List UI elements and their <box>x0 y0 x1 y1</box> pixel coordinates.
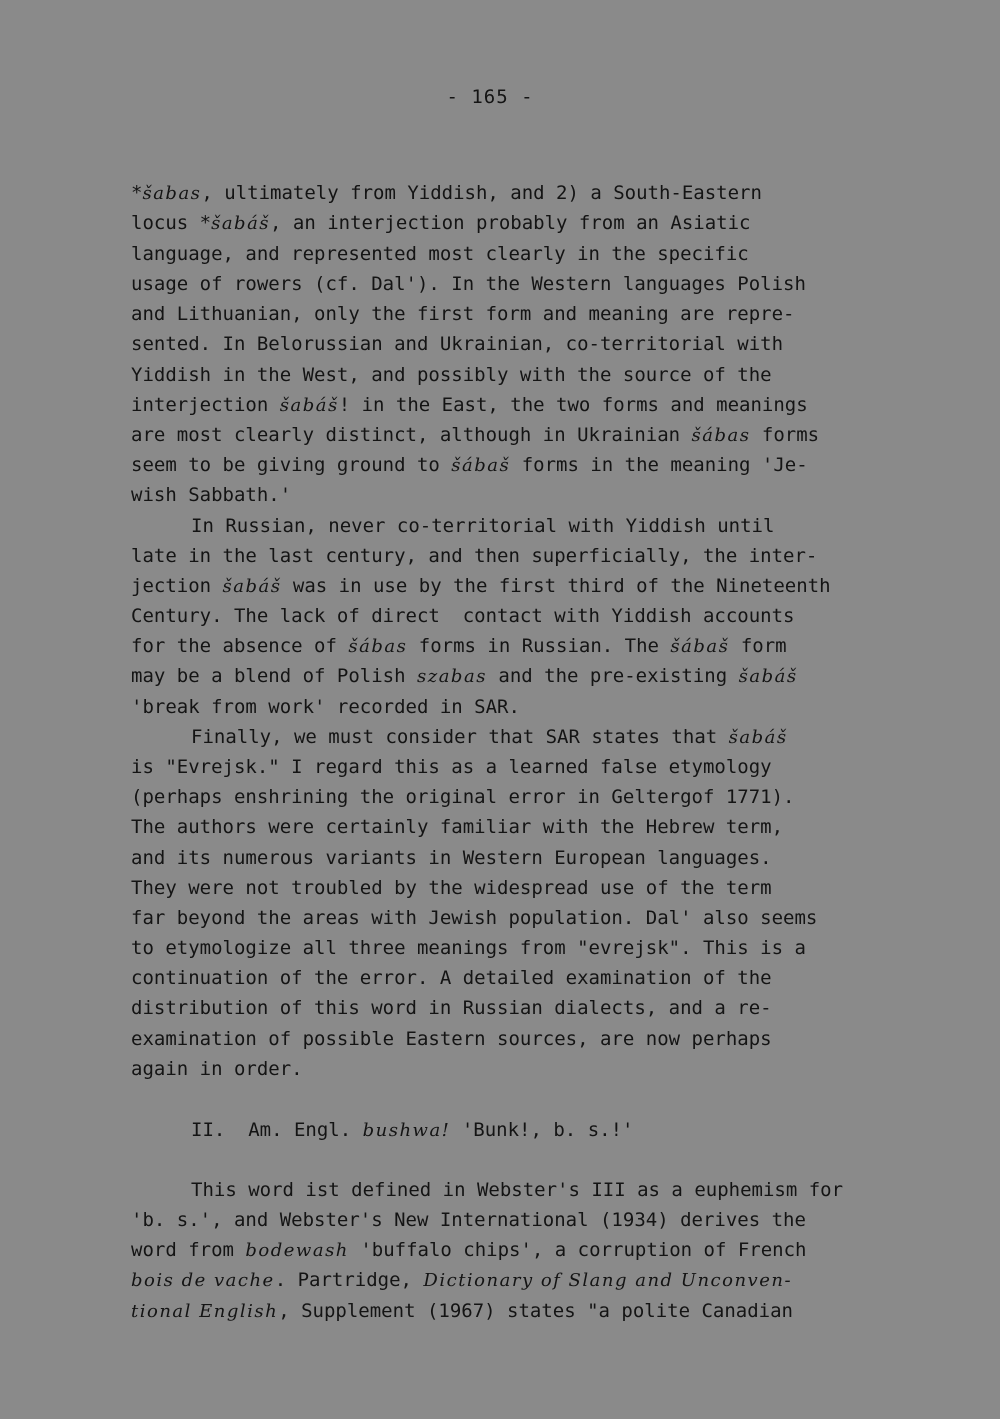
italic-term: bois de vache <box>131 1270 275 1291</box>
text-line <box>131 1299 793 1324</box>
text-line <box>131 1238 806 1263</box>
text-segment: This word ist defined in Webster's III as a euphemism for <box>191 1179 844 1201</box>
text-segment: late in the last century, and then superficially, the inter- <box>131 545 818 567</box>
text-segment: . Partridge, <box>274 1269 424 1291</box>
text-segment: ! in the East, the two forms and meanings <box>338 394 808 416</box>
text-segment: are most clearly distinct, although in Ukrainian <box>131 424 692 446</box>
text-line <box>191 725 788 750</box>
text-segment: language, and represented most clearly in the specific <box>131 243 749 265</box>
italic-term: bushwa! <box>362 1120 451 1141</box>
text-segment: , Supplement (1967) states "a polite Canadian <box>278 1300 793 1322</box>
text-line <box>191 1118 633 1143</box>
text-segment: (perhaps enshrining the original error in Geltergof 1771). <box>131 786 795 808</box>
text-segment: was in use by the first third of the Nineteenth <box>281 575 831 597</box>
text-line <box>131 664 798 689</box>
text-segment: continuation of the error. A detailed examination of the <box>131 967 772 989</box>
text-line <box>131 966 772 990</box>
text-line <box>131 453 808 478</box>
italic-term: šabas <box>142 183 202 204</box>
text-line <box>131 483 291 507</box>
text-segment: form <box>729 635 787 657</box>
text-segment: II. Am. Engl. <box>191 1119 363 1141</box>
text-line <box>131 363 772 387</box>
text-line <box>131 393 808 418</box>
italic-term: šabáš <box>222 576 282 597</box>
text-line <box>191 514 774 538</box>
text-segment: interjection <box>131 394 280 416</box>
text-segment: for the absence of <box>131 635 349 657</box>
text-line <box>131 634 787 659</box>
text-segment: word from <box>131 1239 246 1261</box>
italic-term: šábas <box>348 636 408 657</box>
text-segment: sented. In Belorussian and Ukrainian, co-territorial with <box>131 333 784 355</box>
italic-term: bodewash <box>245 1240 349 1261</box>
text-line <box>191 1178 843 1202</box>
text-line <box>131 544 817 568</box>
text-segment: 'break from work' recorded in SAR. <box>131 696 520 718</box>
text-segment: and the pre-existing <box>486 665 739 687</box>
italic-term: šábas <box>691 425 751 446</box>
text-line <box>131 906 817 930</box>
text-line <box>131 181 762 206</box>
text-line <box>131 211 750 236</box>
text-segment: Finally, we must consider that SAR states that <box>191 726 729 748</box>
italic-term: šabáš <box>738 666 798 687</box>
text-line <box>131 1268 792 1293</box>
text-segment: may be a blend of Polish <box>131 665 417 687</box>
text-segment: forms <box>750 424 820 446</box>
text-segment: Yiddish in the West, and possibly with the source of the <box>131 364 772 386</box>
text-segment: is "Evrejsk." I regard this as a learned false etymology <box>131 756 772 778</box>
text-segment: seem to be giving ground to <box>131 454 452 476</box>
text-line <box>131 332 783 356</box>
text-segment: forms in Russian. The <box>407 635 671 657</box>
text-segment: 'b. s.', and Webster's New International (1934) derives the <box>131 1209 806 1231</box>
text-segment: 'Bunk!, b. s.!' <box>450 1119 634 1141</box>
text-segment: and Lithuanian, only the first form and meaning are repre- <box>131 303 795 325</box>
italic-term: šábaš <box>670 636 730 657</box>
text-segment: 'buffalo chips', a corruption of French <box>348 1239 807 1261</box>
text-line <box>131 936 806 960</box>
text-segment: They were not troubled by the widespread use of the term <box>131 877 772 899</box>
text-line <box>131 1057 303 1081</box>
text-line <box>131 1208 806 1232</box>
text-segment: forms in the meaning 'Je- <box>510 454 808 476</box>
text-segment: , an interjection probably from an Asiatic <box>270 212 751 234</box>
italic-term: Dictionary of Slang and Unconven- <box>423 1270 793 1291</box>
text-segment: and its numerous variants in Western European languages. <box>131 847 772 869</box>
text-segment: far beyond the areas with Jewish population. Dal' also seems <box>131 907 818 929</box>
text-segment: wish Sabbath.' <box>131 484 292 506</box>
text-line <box>131 755 772 779</box>
text-line <box>131 785 794 809</box>
text-segment: examination of possible Eastern sources, are now perhaps <box>131 1028 772 1050</box>
text-segment: distribution of this word in Russian dialects, and a re- <box>131 997 772 1019</box>
italic-term: šabáš <box>728 727 788 748</box>
text-line <box>131 1027 772 1051</box>
text-segment: jection <box>131 575 223 597</box>
page-number: - 165 - <box>446 86 534 108</box>
text-segment: In Russian, never co-territorial with Yiddish until <box>191 515 775 537</box>
text-line <box>131 242 749 266</box>
text-line <box>131 604 794 628</box>
italic-term: šabáš <box>279 395 339 416</box>
text-line <box>131 272 806 296</box>
text-segment: , ultimately from Yiddish, and 2) a South-Eastern <box>201 182 762 204</box>
text-segment: Century. The lack of direct contact with Yiddish accounts <box>131 605 795 627</box>
text-line <box>131 695 520 719</box>
text-line <box>131 876 772 900</box>
italic-term: šabáš <box>211 213 271 234</box>
text-segment: * <box>131 182 143 204</box>
text-segment: again in order. <box>131 1058 303 1080</box>
text-line <box>131 996 772 1020</box>
text-line <box>131 423 819 448</box>
text-line <box>131 574 831 599</box>
text-segment: locus * <box>131 212 212 234</box>
italic-term: tional English <box>131 1301 279 1322</box>
text-line <box>131 815 783 839</box>
text-line <box>131 302 794 326</box>
italic-term: šábaš <box>451 455 511 476</box>
text-segment: The authors were certainly familiar with the Hebrew term, <box>131 816 784 838</box>
text-segment: to etymologize all three meanings from "evrejsk". This is a <box>131 937 806 959</box>
text-segment: usage of rowers (cf. Dal'). In the Western languages Polish <box>131 273 806 295</box>
italic-term: szabas <box>416 666 487 687</box>
text-line <box>131 846 772 870</box>
